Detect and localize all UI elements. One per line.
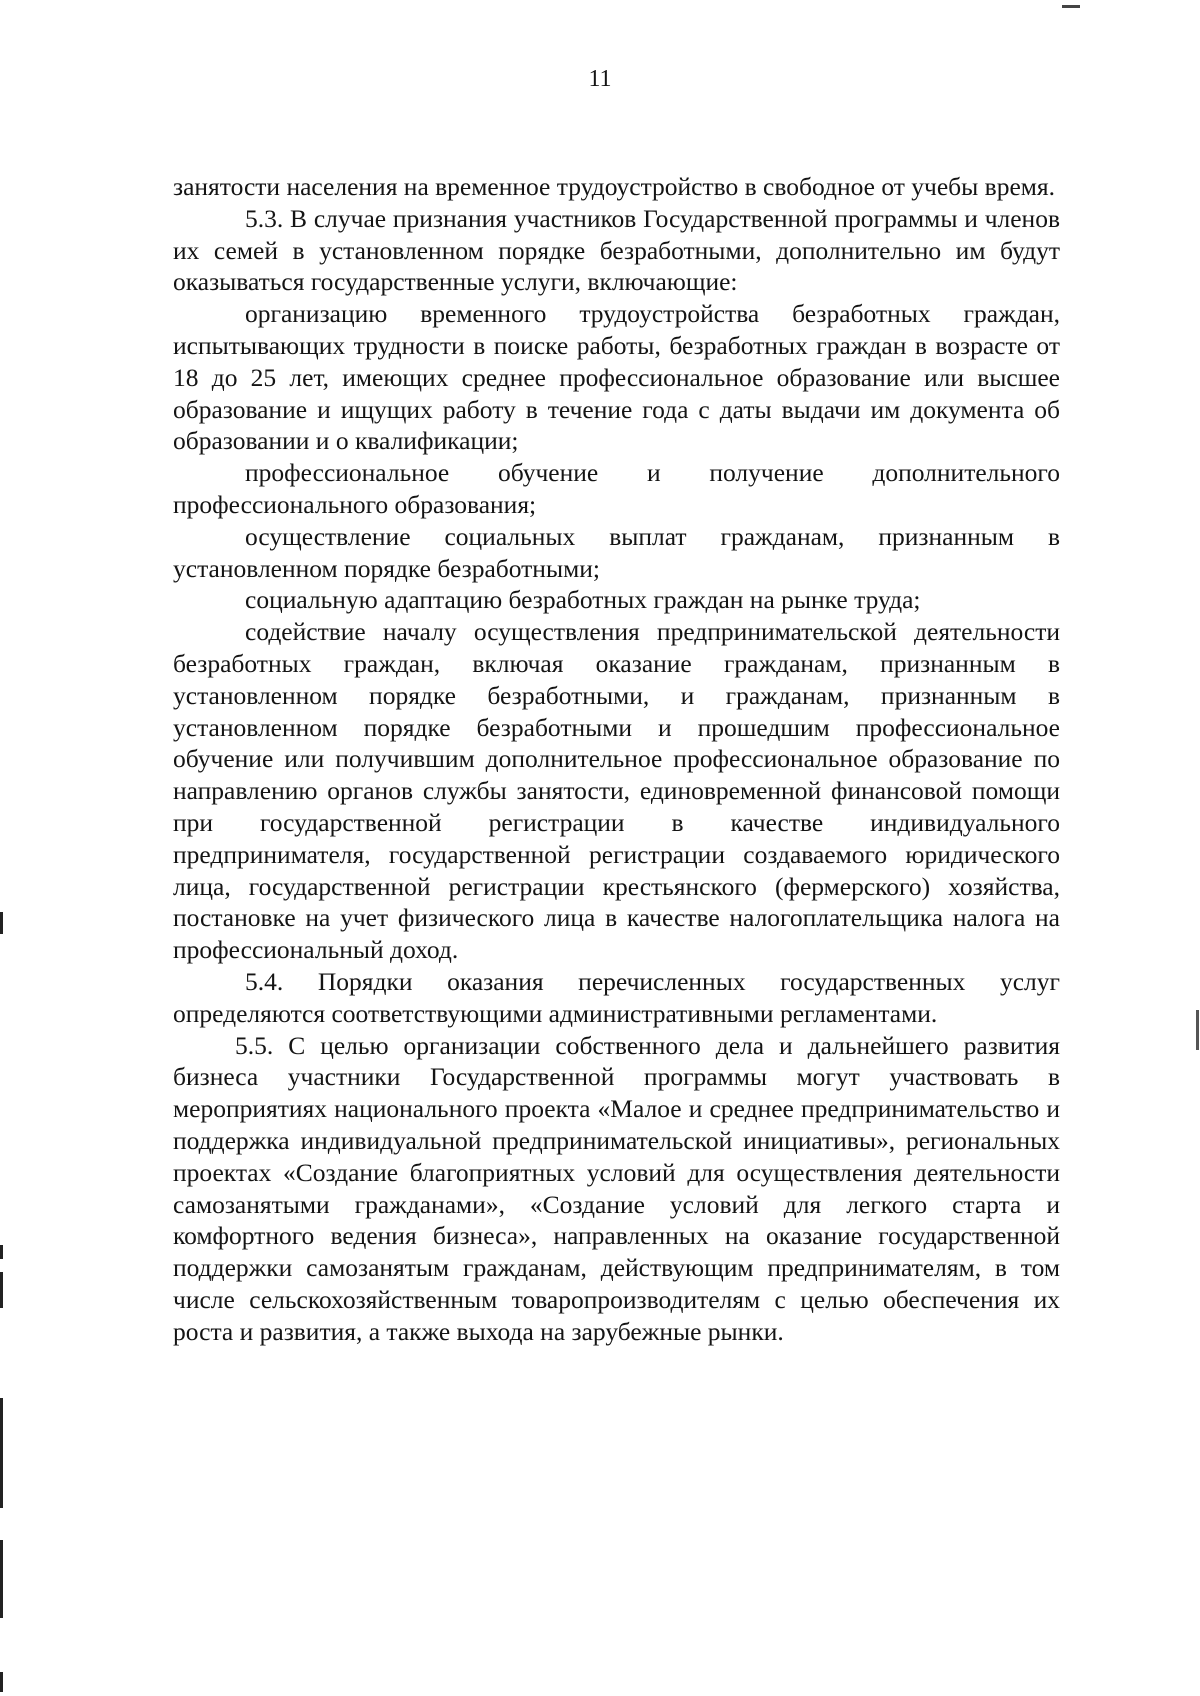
list-item-temporary-employment: организацию временного трудоустройства безработных граждан, испытывающих трудности в поиске работы, безработных граждан в возрасте от 18 до 25 лет, имеющих среднее профессиональное образование или высшее образование и ищущих работу в течение года с даты выдачи им документа об образовании и о квалификации; xyxy=(173,299,1060,456)
scan-edge-mark xyxy=(0,1540,3,1618)
scan-edge-mark xyxy=(0,1672,3,1692)
scan-artifact-mark xyxy=(1062,5,1080,8)
list-item-vocational-training: профессиональное обучение и получение дополнительного профессионального образования; xyxy=(173,458,1060,519)
paragraph-5-3: 5.3. В случае признания участников Государственной программы и членов их семей в установленном порядке безработными, дополнительно им будут оказываться государственные услуги, включающие: xyxy=(173,203,1060,297)
page-number: 11 xyxy=(588,66,612,92)
paragraph-5-4: 5.4. Порядки оказания перечисленных государственных услуг определяются соответствующими административными регламентами. xyxy=(173,966,1060,1028)
scan-edge-mark xyxy=(0,912,3,934)
scan-edge-mark xyxy=(0,1245,3,1259)
scan-edge-mark xyxy=(1196,1010,1199,1050)
list-item-social-payments: осуществление социальных выплат гражданам, признанным в установленном порядке безработными; xyxy=(173,521,1060,583)
scan-edge-mark xyxy=(0,1398,3,1508)
list-item-social-adaptation: социальную адаптацию безработных граждан на рынке труда; xyxy=(245,585,921,615)
document-body xyxy=(173,171,1060,1347)
scan-edge-mark xyxy=(0,1272,3,1308)
paragraph-5-5: 5.5. С целью организации собственного дела и дальнейшего развития бизнеса участники Государственной программы могут участвовать в мероприятиях национального проекта «Малое и среднее предпринимательство и поддержка индивидуальной предпринимательской инициативы», региональных проектах «Создание благоприятных условий для осуществления деятельности самозанятыми гражданами», «Создание условий для легкого старта и комфортного ведения бизнеса», направленных на оказание государственной поддержки самозанятым гражданам, действующим предпринимателям, в том числе сельскохозяйственным товаропроизводителям с целью обеспечения их роста и развития, а также выхода на зарубежные рынки. xyxy=(173,1030,1060,1346)
paragraph-continuation: занятости населения на временное трудоустройство в свободное от учебы время. xyxy=(173,172,1056,201)
list-item-entrepreneurship-support: содействие началу осуществления предпринимательской деятельности безработных граждан, включая оказание гражданам, признанным в установленном порядке безработными, и гражданам, признанным в установленном порядке безработными и прошедшим профессиональное обучение или получившим дополнительное профессиональное образование по направлению органов службы занятости, единовременной финансовой помощи при государственной регистрации в качестве индивидуального предпринимателя, государственной регистрации создаваемого юридического лица, государственной регистрации крестьянского (фермерского) хозяйства, постановке на учет физического лица в качестве налогоплательщика налога на профессиональный доход. xyxy=(173,617,1060,965)
